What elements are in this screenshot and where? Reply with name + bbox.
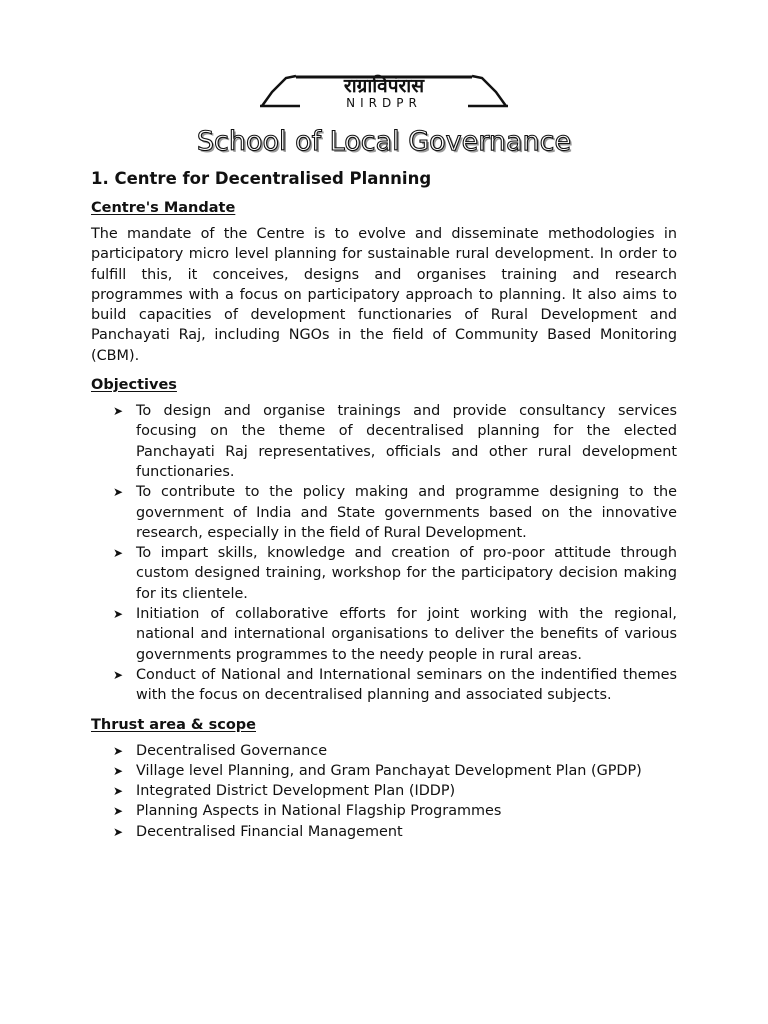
logo-latin-text: NIRDPR — [346, 96, 422, 110]
list-item — [91, 401, 677, 482]
arrowhead-bullet-icon: ➤ — [113, 485, 124, 500]
arrowhead-bullet-icon: ➤ — [113, 763, 124, 778]
list-item — [91, 604, 677, 665]
list-item-text: Conduct of National and International seminars on the indentified themes with the focus on decentralised planning and associated subjects. — [136, 666, 677, 704]
list-item — [91, 822, 677, 842]
mandate-paragraph: The mandate of the Centre is to evolve and disseminate methodologies in participatory micro level planning for sustainable rural development. In order to fulfill this, it conceives, designs and organises training and research programmes with a focus on participatory approach to planning. It also aims to build capacities of development functionaries of Rural Development and Panchayati Raj, including NGOs in the field of Community Based Monitoring (CBM). — [91, 226, 677, 364]
list-item — [91, 482, 677, 543]
thrust-list — [91, 741, 677, 842]
list-item — [91, 665, 677, 706]
list-item — [91, 543, 677, 604]
list-item — [91, 781, 677, 801]
list-item-text: Village level Planning, and Gram Panchayat Development Plan (GPDP) — [136, 762, 642, 779]
page-title: School of Local Governance — [196, 126, 572, 157]
list-item-text: Decentralised Financial Management — [136, 823, 403, 840]
mandate-heading: Centre's Mandate — [91, 200, 236, 216]
nirdpr-logo — [256, 70, 512, 110]
list-item-text: To design and organise trainings and provide consultancy services focusing on the theme of decentralised planning for the elected Panchayati Raj representatives, officials and other rural development functionaries. — [136, 403, 677, 480]
arrowhead-bullet-icon: ➤ — [113, 743, 124, 758]
arrowhead-bullet-icon: ➤ — [113, 607, 124, 622]
arrowhead-bullet-icon: ➤ — [113, 784, 124, 799]
list-item-text: To contribute to the policy making and programme designing to the government of India and State governments based on the innovative research, especially in the field of Rural Development. — [136, 484, 677, 541]
list-item-text: Initiation of collaborative efforts for joint working with the regional, national and international organisations to deliver the benefits of various governments programmes to the needy people in rural areas. — [136, 606, 677, 663]
section-heading: 1. Centre for Decentralised Planning — [91, 169, 432, 188]
list-item-text: To impart skills, knowledge and creation of pro-poor attitude through custom designed training, workshop for the participatory decision making for its clientele. — [136, 545, 677, 602]
arrowhead-bullet-icon: ➤ — [113, 546, 124, 561]
document-body — [91, 168, 677, 851]
arrowhead-bullet-icon: ➤ — [113, 804, 124, 819]
logo-hindi-text: राग्राविपंरास — [343, 75, 425, 97]
nirdpr-logo-icon — [256, 70, 512, 110]
objectives-heading: Objectives — [91, 377, 177, 394]
arrowhead-bullet-icon: ➤ — [113, 824, 124, 839]
thrust-heading: Thrust area & scope — [91, 716, 256, 733]
arrowhead-bullet-icon: ➤ — [113, 667, 124, 682]
arrowhead-bullet-icon: ➤ — [113, 404, 124, 419]
list-item — [91, 801, 677, 821]
list-item — [91, 761, 677, 781]
list-item-text: Planning Aspects in National Flagship Programmes — [136, 803, 502, 820]
list-item-text: Decentralised Governance — [136, 742, 328, 759]
list-item — [91, 741, 677, 761]
objectives-list — [91, 401, 677, 705]
list-item-text: Integrated District Development Plan (IDDP) — [136, 783, 456, 800]
